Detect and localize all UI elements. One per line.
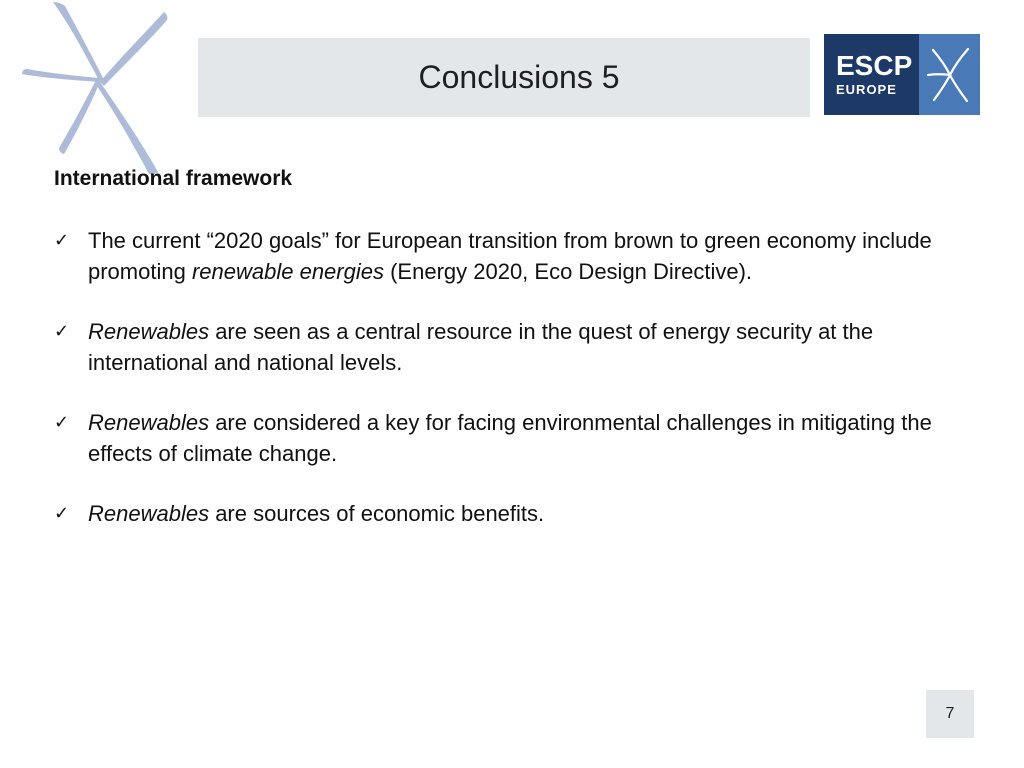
- page-number: 7: [926, 690, 974, 738]
- emphasized-text: Renewables: [88, 410, 210, 435]
- bullet-item: [54, 499, 974, 530]
- section-heading: International framework: [54, 167, 293, 190]
- bullet-list: [54, 226, 974, 560]
- page-title: Conclusions 5: [418, 59, 620, 95]
- bullet-text: (Energy 2020, Eco Design Directive).: [383, 258, 753, 284]
- bullet-text: are considered a key for facing environmental challenges in mitigating the effects of climate change.: [88, 410, 932, 466]
- bullet-text: are seen as a central resource in the quest of energy security at the international and national levels.: [88, 319, 874, 375]
- checkmark-icon: ✓: [54, 230, 70, 251]
- checkmark-icon: ✓: [54, 503, 70, 524]
- title-bar: [198, 38, 810, 117]
- logo-text-block: [824, 34, 919, 115]
- bullet-text: The current “2020 goals” for European transition from brown to green economy include promoting: [88, 228, 932, 284]
- checkmark-icon: ✓: [54, 321, 70, 342]
- emphasized-text: Renewables: [88, 319, 210, 344]
- escp-logo: [824, 34, 980, 115]
- bullet-item: [54, 317, 974, 378]
- emphasized-text: Renewables: [88, 501, 210, 526]
- checkmark-icon: ✓: [54, 412, 70, 433]
- emphasized-text: renewable energies: [191, 258, 384, 284]
- bullet-text: are sources of economic benefits.: [209, 501, 545, 526]
- logo-sub-text: EUROPE: [836, 82, 897, 97]
- bullet-item: [54, 226, 974, 287]
- logo-main-text: ESCP: [836, 50, 913, 81]
- escp-star-icon: [919, 34, 980, 115]
- bullet-item: [54, 408, 974, 469]
- wind-turbine-star-icon: [18, 0, 178, 190]
